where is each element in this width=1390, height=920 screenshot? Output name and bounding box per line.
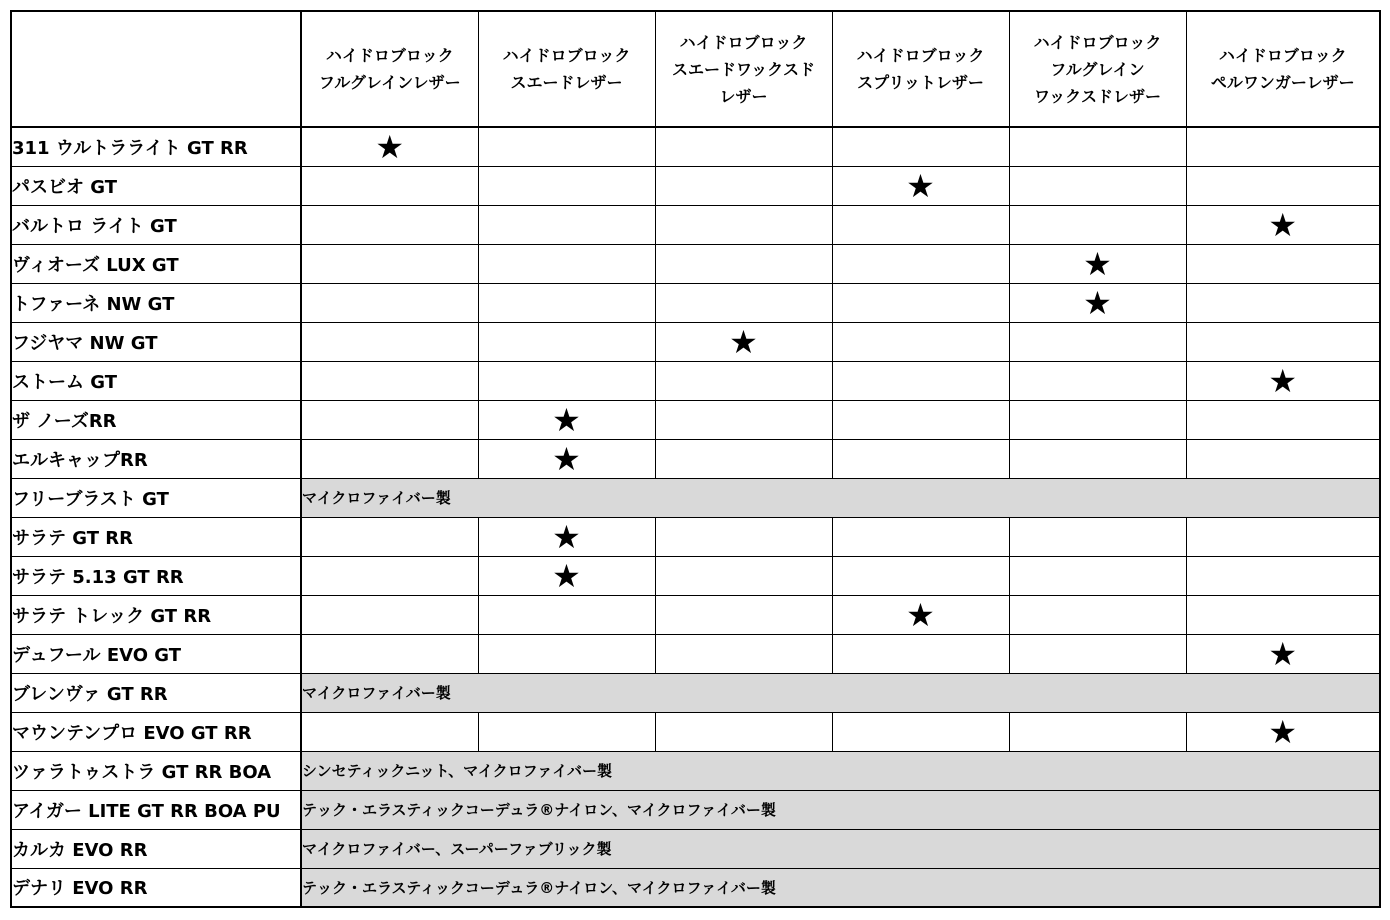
- material-cell: [301, 205, 478, 244]
- material-cell: [655, 712, 832, 751]
- material-cell: [478, 517, 655, 556]
- product-name-cell: サラテ 5.13 GT RR: [11, 556, 301, 595]
- material-note-cell: マイクロファイバー製: [301, 478, 1380, 517]
- table-row: [11, 556, 1380, 595]
- material-cell: [1186, 439, 1380, 478]
- material-cell: [655, 244, 832, 283]
- column-header-suede: ハイドロブロック スエードレザー: [478, 11, 655, 127]
- material-cell: [655, 634, 832, 673]
- table-row: [11, 790, 1380, 829]
- material-cell: [478, 400, 655, 439]
- table-row: [11, 517, 1380, 556]
- material-cell: [1186, 595, 1380, 634]
- product-name-cell: バルトロ ライト GT: [11, 205, 301, 244]
- material-cell: [655, 595, 832, 634]
- material-cell: [1009, 283, 1186, 322]
- table-row: [11, 244, 1380, 283]
- material-cell: [1186, 634, 1380, 673]
- material-cell: [832, 634, 1009, 673]
- material-cell: [655, 205, 832, 244]
- material-cell: [301, 712, 478, 751]
- material-cell: [1009, 322, 1186, 361]
- material-cell: [655, 166, 832, 205]
- star-icon: ★: [1268, 361, 1298, 400]
- material-note-cell: シンセティックニット、マイクロファイバー製: [301, 751, 1380, 790]
- product-name-cell: パスビオ GT: [11, 166, 301, 205]
- table-row: [11, 439, 1380, 478]
- product-name-cell: ザ ノーズRR: [11, 400, 301, 439]
- star-icon: ★: [552, 517, 581, 556]
- table-row: [11, 634, 1380, 673]
- table-row: [11, 595, 1380, 634]
- material-cell: [1186, 556, 1380, 595]
- material-cell: [478, 205, 655, 244]
- material-cell: [1186, 517, 1380, 556]
- material-cell: [832, 166, 1009, 205]
- material-cell: [655, 361, 832, 400]
- material-cell: [301, 595, 478, 634]
- table-row: [11, 127, 1380, 166]
- column-header-split: ハイドロブロック スプリットレザー: [832, 11, 1009, 127]
- material-cell: [832, 556, 1009, 595]
- material-cell: [478, 361, 655, 400]
- star-icon: ★: [1083, 244, 1112, 283]
- material-cell: [1009, 595, 1186, 634]
- star-icon: ★: [906, 166, 935, 205]
- table-row: [11, 361, 1380, 400]
- product-name-cell: ツァラトゥストラ GT RR BOA: [11, 751, 301, 790]
- star-icon: ★: [552, 439, 581, 478]
- material-cell: [301, 283, 478, 322]
- material-cell: [301, 244, 478, 283]
- product-name-cell: デナリ EVO RR: [11, 868, 301, 907]
- material-cell: [832, 283, 1009, 322]
- material-cell: [478, 166, 655, 205]
- material-cell: [655, 439, 832, 478]
- material-cell: [832, 517, 1009, 556]
- product-name-cell: マウンテンプロ EVO GT RR: [11, 712, 301, 751]
- star-icon: ★: [1268, 712, 1298, 751]
- material-cell: [1009, 439, 1186, 478]
- star-icon: ★: [1083, 283, 1112, 322]
- material-cell: [1186, 361, 1380, 400]
- material-cell: [1009, 205, 1186, 244]
- material-cell: [832, 439, 1009, 478]
- material-cell: [478, 322, 655, 361]
- star-icon: ★: [1268, 205, 1298, 244]
- star-icon: ★: [552, 400, 581, 439]
- material-cell: [1186, 283, 1380, 322]
- material-cell: [301, 439, 478, 478]
- material-cell: [655, 127, 832, 166]
- column-header-full-grain-waxed: ハイドロブロック フルグレイン ワックスドレザー: [1009, 11, 1186, 127]
- product-name-cell: トファーネ NW GT: [11, 283, 301, 322]
- material-cell: [655, 322, 832, 361]
- material-cell: [1186, 322, 1380, 361]
- material-cell: [655, 517, 832, 556]
- material-cell: [832, 400, 1009, 439]
- product-name-cell: サラテ トレック GT RR: [11, 595, 301, 634]
- material-cell: [832, 127, 1009, 166]
- star-icon: ★: [906, 595, 935, 634]
- header-row: [11, 11, 1380, 127]
- table-row: [11, 673, 1380, 712]
- material-cell: [1009, 244, 1186, 283]
- column-header-perwanger: ハイドロブロック ペルワンガーレザー: [1186, 11, 1380, 127]
- table-row: [11, 829, 1380, 868]
- table-row: [11, 283, 1380, 322]
- table-row: [11, 322, 1380, 361]
- table-row: [11, 478, 1380, 517]
- material-cell: [1009, 556, 1186, 595]
- material-cell: [301, 166, 478, 205]
- material-cell: [832, 244, 1009, 283]
- material-cell: [1186, 166, 1380, 205]
- material-cell: [1186, 400, 1380, 439]
- material-cell: [1186, 205, 1380, 244]
- star-icon: ★: [375, 127, 405, 166]
- material-cell: [1009, 166, 1186, 205]
- table-row: [11, 400, 1380, 439]
- material-cell: [655, 556, 832, 595]
- material-note-cell: テック・エラスティックコーデュラ®ナイロン、マイクロファイバー製: [301, 790, 1380, 829]
- product-name-cell: カルカ EVO RR: [11, 829, 301, 868]
- star-icon: ★: [729, 322, 758, 361]
- product-name-cell: 311 ウルトラライト GT RR: [11, 127, 301, 166]
- material-cell: [478, 556, 655, 595]
- material-cell: [478, 634, 655, 673]
- material-cell: [478, 595, 655, 634]
- product-name-cell: ブレンヴァ GT RR: [11, 673, 301, 712]
- material-cell: [301, 127, 478, 166]
- product-name-cell: サラテ GT RR: [11, 517, 301, 556]
- material-cell: [478, 283, 655, 322]
- material-matrix-table: [10, 10, 1381, 908]
- table-row: [11, 751, 1380, 790]
- material-cell: [301, 400, 478, 439]
- product-name-cell: ヴィオーズ LUX GT: [11, 244, 301, 283]
- product-name-cell: エルキャップRR: [11, 439, 301, 478]
- material-cell: [301, 556, 478, 595]
- column-header-suede-waxed: ハイドロブロック スエードワックスド レザー: [655, 11, 832, 127]
- material-cell: [832, 361, 1009, 400]
- material-cell: [832, 595, 1009, 634]
- material-note-cell: マイクロファイバー、スーパーファブリック製: [301, 829, 1380, 868]
- product-name-cell: ストーム GT: [11, 361, 301, 400]
- matrix-body: [11, 127, 1380, 907]
- material-cell: [1186, 712, 1380, 751]
- table-row: [11, 868, 1380, 907]
- column-header-full-grain: ハイドロブロック フルグレインレザー: [301, 11, 478, 127]
- material-cell: [832, 712, 1009, 751]
- material-cell: [832, 322, 1009, 361]
- material-cell: [478, 712, 655, 751]
- material-cell: [478, 439, 655, 478]
- product-name-cell: フジヤマ NW GT: [11, 322, 301, 361]
- material-note-cell: マイクロファイバー製: [301, 673, 1380, 712]
- material-cell: [478, 244, 655, 283]
- material-cell: [1009, 634, 1186, 673]
- material-cell: [478, 127, 655, 166]
- corner-cell: [11, 11, 301, 127]
- material-cell: [655, 400, 832, 439]
- material-cell: [301, 322, 478, 361]
- material-cell: [301, 517, 478, 556]
- table-row: [11, 712, 1380, 751]
- material-cell: [832, 205, 1009, 244]
- product-name-cell: デュフール EVO GT: [11, 634, 301, 673]
- material-cell: [655, 283, 832, 322]
- material-cell: [301, 634, 478, 673]
- material-cell: [1186, 127, 1380, 166]
- material-cell: [301, 361, 478, 400]
- product-name-cell: フリーブラスト GT: [11, 478, 301, 517]
- material-cell: [1186, 244, 1380, 283]
- material-cell: [1009, 127, 1186, 166]
- star-icon: ★: [552, 556, 581, 595]
- table-row: [11, 205, 1380, 244]
- table-row: [11, 166, 1380, 205]
- star-icon: ★: [1268, 634, 1298, 673]
- material-cell: [1009, 712, 1186, 751]
- material-cell: [1009, 400, 1186, 439]
- material-cell: [1009, 517, 1186, 556]
- material-cell: [1009, 361, 1186, 400]
- material-note-cell: テック・エラスティックコーデュラ®ナイロン、マイクロファイバー製: [301, 868, 1380, 907]
- product-name-cell: アイガー LITE GT RR BOA PU: [11, 790, 301, 829]
